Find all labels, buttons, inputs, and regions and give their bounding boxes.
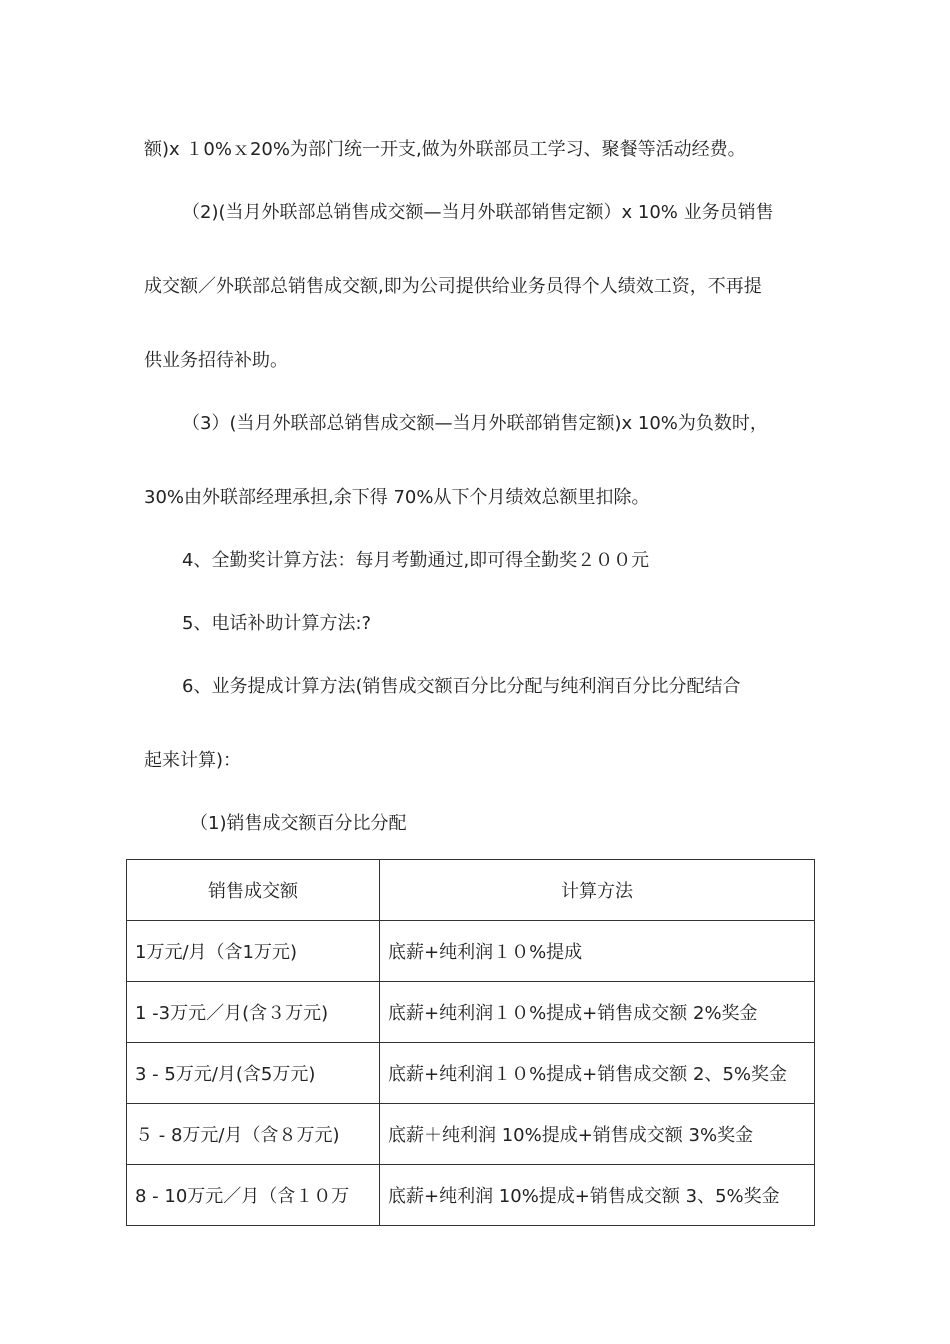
table-cell: 底薪+纯利润 10%提成+销售成交额 3、5%奖金 [380,1165,815,1226]
table-header-cell: 计算方法 [380,860,815,921]
section-heading: （1)销售成交额百分比分配 [190,813,407,834]
table-cell: 底薪+纯利润１０%提成 [380,921,815,982]
paragraph-line: 5、电话补助计算方法:? [182,613,372,634]
table-cell: 1 -3万元／月(含３万元) [127,982,380,1043]
table-cell: 8 - 10万元／月（含１０万 [127,1165,380,1226]
table-row [127,1043,815,1104]
paragraph-line: 成交额／外联部总销售成交额,即为公司提供给业务员得个人绩效工资，不再提 [144,276,762,297]
table-row [127,1104,815,1165]
commission-table [126,859,815,1226]
paragraph-line: 起来计算)： [144,750,242,771]
paragraph-line: （3）(当月外联部总销售成交额—当月外联部销售定额)x 10%为负数时， [182,413,768,434]
paragraph-line: 供业务招待补助。 [144,350,288,371]
table-cell: 底薪+纯利润１０%提成+销售成交额 2、5%奖金 [380,1043,815,1104]
paragraph-line: 额)x １0%ｘ20%为部门统一开支,做为外联部员工学习、聚餐等活动经费。 [144,139,746,160]
table-header-cell: 销售成交额 [127,860,380,921]
table-row [127,921,815,982]
paragraph-line: （2)(当月外联部总销售成交额—当月外联部销售定额）x 10% 业务员销售 [182,202,774,223]
paragraph-line: 4、全勤奖计算方法：每月考勤通过,即可得全勤奖２００元 [182,550,650,571]
table-row [127,1165,815,1226]
table-row [127,982,815,1043]
table-cell: 底薪+纯利润１０%提成+销售成交额 2%奖金 [380,982,815,1043]
paragraph-line: 30%由外联部经理承担,余下得 70%从下个月绩效总额里扣除。 [144,487,650,508]
table-cell: 底薪＋纯利润 10%提成+销售成交额 3%奖金 [380,1104,815,1165]
table-cell: 1万元/月（含1万元) [127,921,380,982]
table-header-row [127,860,815,921]
table-cell: 3 - 5万元/月(含5万元) [127,1043,380,1104]
paragraph-line: 6、业务提成计算方法(销售成交额百分比分配与纯利润百分比分配结合 [182,676,741,697]
table-cell: ５ - 8万元/月（含８万元) [127,1104,380,1165]
